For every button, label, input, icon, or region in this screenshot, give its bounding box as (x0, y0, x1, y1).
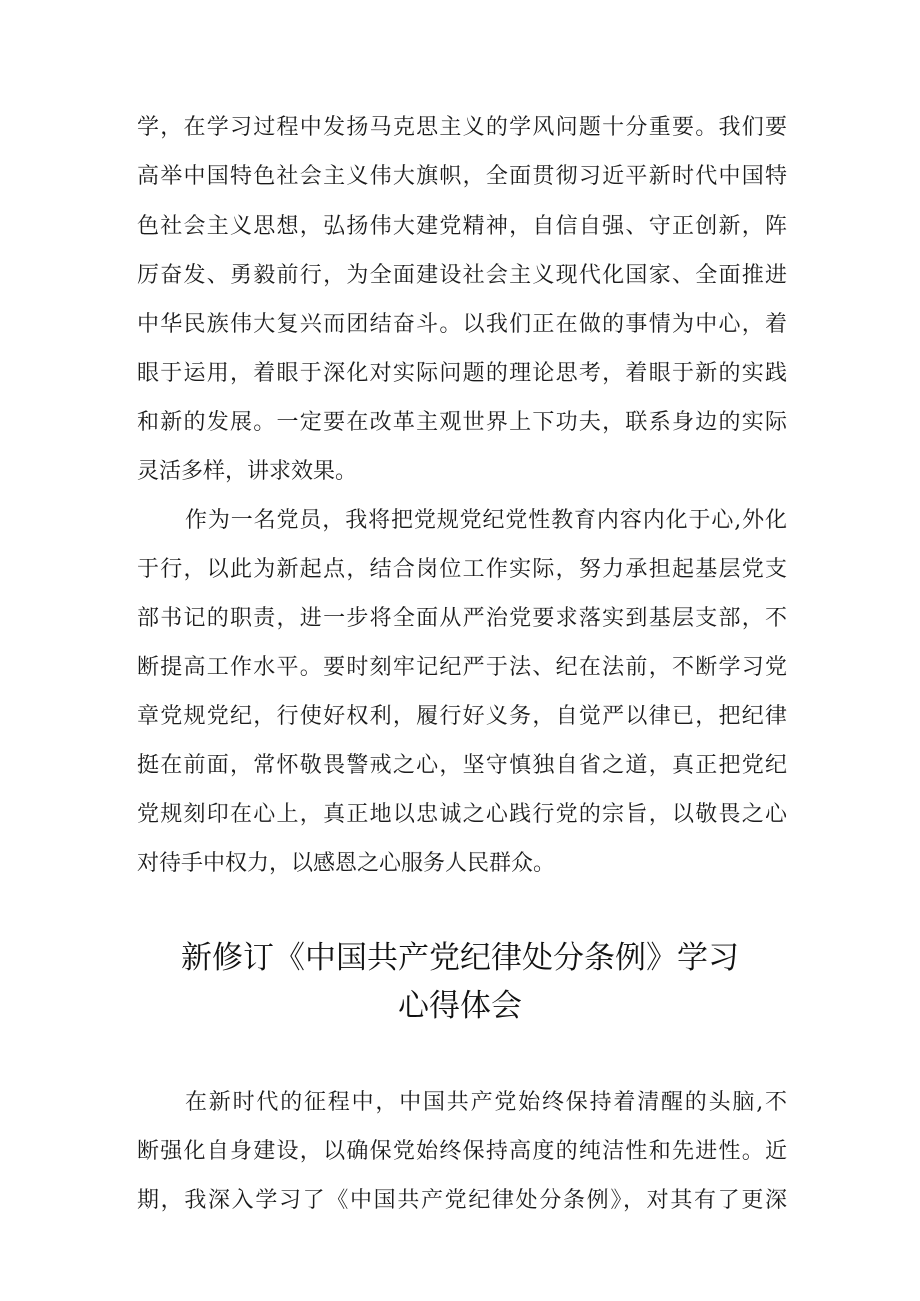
paragraph-2-line-5: 章党规党纪，行使好权利，履行好义务，自觉严以律已，把纪律 (137, 704, 787, 729)
paragraph-2-line-6: 挺在前面，常怀敬畏警戒之心，坚守慎独自省之道，真正把党纪 (137, 753, 787, 778)
paragraph-2-line-4: 断提高工作水平。要时刻牢记纪严于法、纪在法前，不断学习党 (137, 655, 787, 680)
title-line-2: 心得体会 (398, 988, 522, 1024)
paragraph-1-line-6: 眼于运用，着眼于深化对实际问题的理论思考，着眼于新的实践 (137, 361, 787, 386)
paragraph-1-line-5: 中华民族伟大复兴而团结奋斗。以我们正在做的事情为中心，着 (137, 312, 787, 337)
paragraph-1-line-1: 学，在学习过程中发扬马克思主义的学风问题十分重要。我们要 (137, 115, 787, 140)
paragraph-1-line-8: 灵活多样，讲求效果。 (137, 459, 358, 484)
paragraph-1-line-3: 色社会主义思想，弘扬伟大建党精神，自信自强、守正创新，阵 (137, 214, 787, 239)
paragraph-3-line-3: 期，我深入学习了《中国共产党纪律处分条例》，对其有了更深 (137, 1188, 787, 1213)
paragraph-2-line-8: 对待手中权力，以感恩之心服务人民群众。 (137, 851, 556, 876)
paragraph-2-line-1: 作为一名党员，我将把党规党纪党性教育内容内化于心,外化 (185, 508, 787, 533)
paragraph-2-line-7: 党规刻印在心上，真正地以忠诚之心践行党的宗旨，以敬畏之心 (137, 802, 787, 827)
paragraph-1-line-7: 和新的发展。一定要在改革主观世界上下功夫，联系身边的实际 (137, 410, 787, 435)
paragraph-2-line-2: 于行，以此为新起点，结合岗位工作实际，努力承担起基层党支 (137, 557, 787, 582)
title-line-1: 新修订《中国共产党纪律处分条例》学习 (181, 940, 739, 976)
paragraph-1-line-2: 高举中国特色社会主义伟大旗帜，全面贯彻习近平新时代中国特 (137, 164, 787, 189)
paragraph-3-line-2: 断强化自身建设，以确保党始终保持高度的纯洁性和先进性。近 (137, 1139, 787, 1164)
paragraph-1-line-4: 厉奋发、勇毅前行，为全面建设社会主义现代化国家、全面推进 (137, 263, 787, 288)
paragraph-3-line-1: 在新时代的征程中，中国共产党始终保持着清醒的头脑,不 (185, 1090, 787, 1115)
paragraph-2-line-3: 部书记的职责，进一步将全面从严治党要求落实到基层支部，不 (137, 606, 787, 631)
